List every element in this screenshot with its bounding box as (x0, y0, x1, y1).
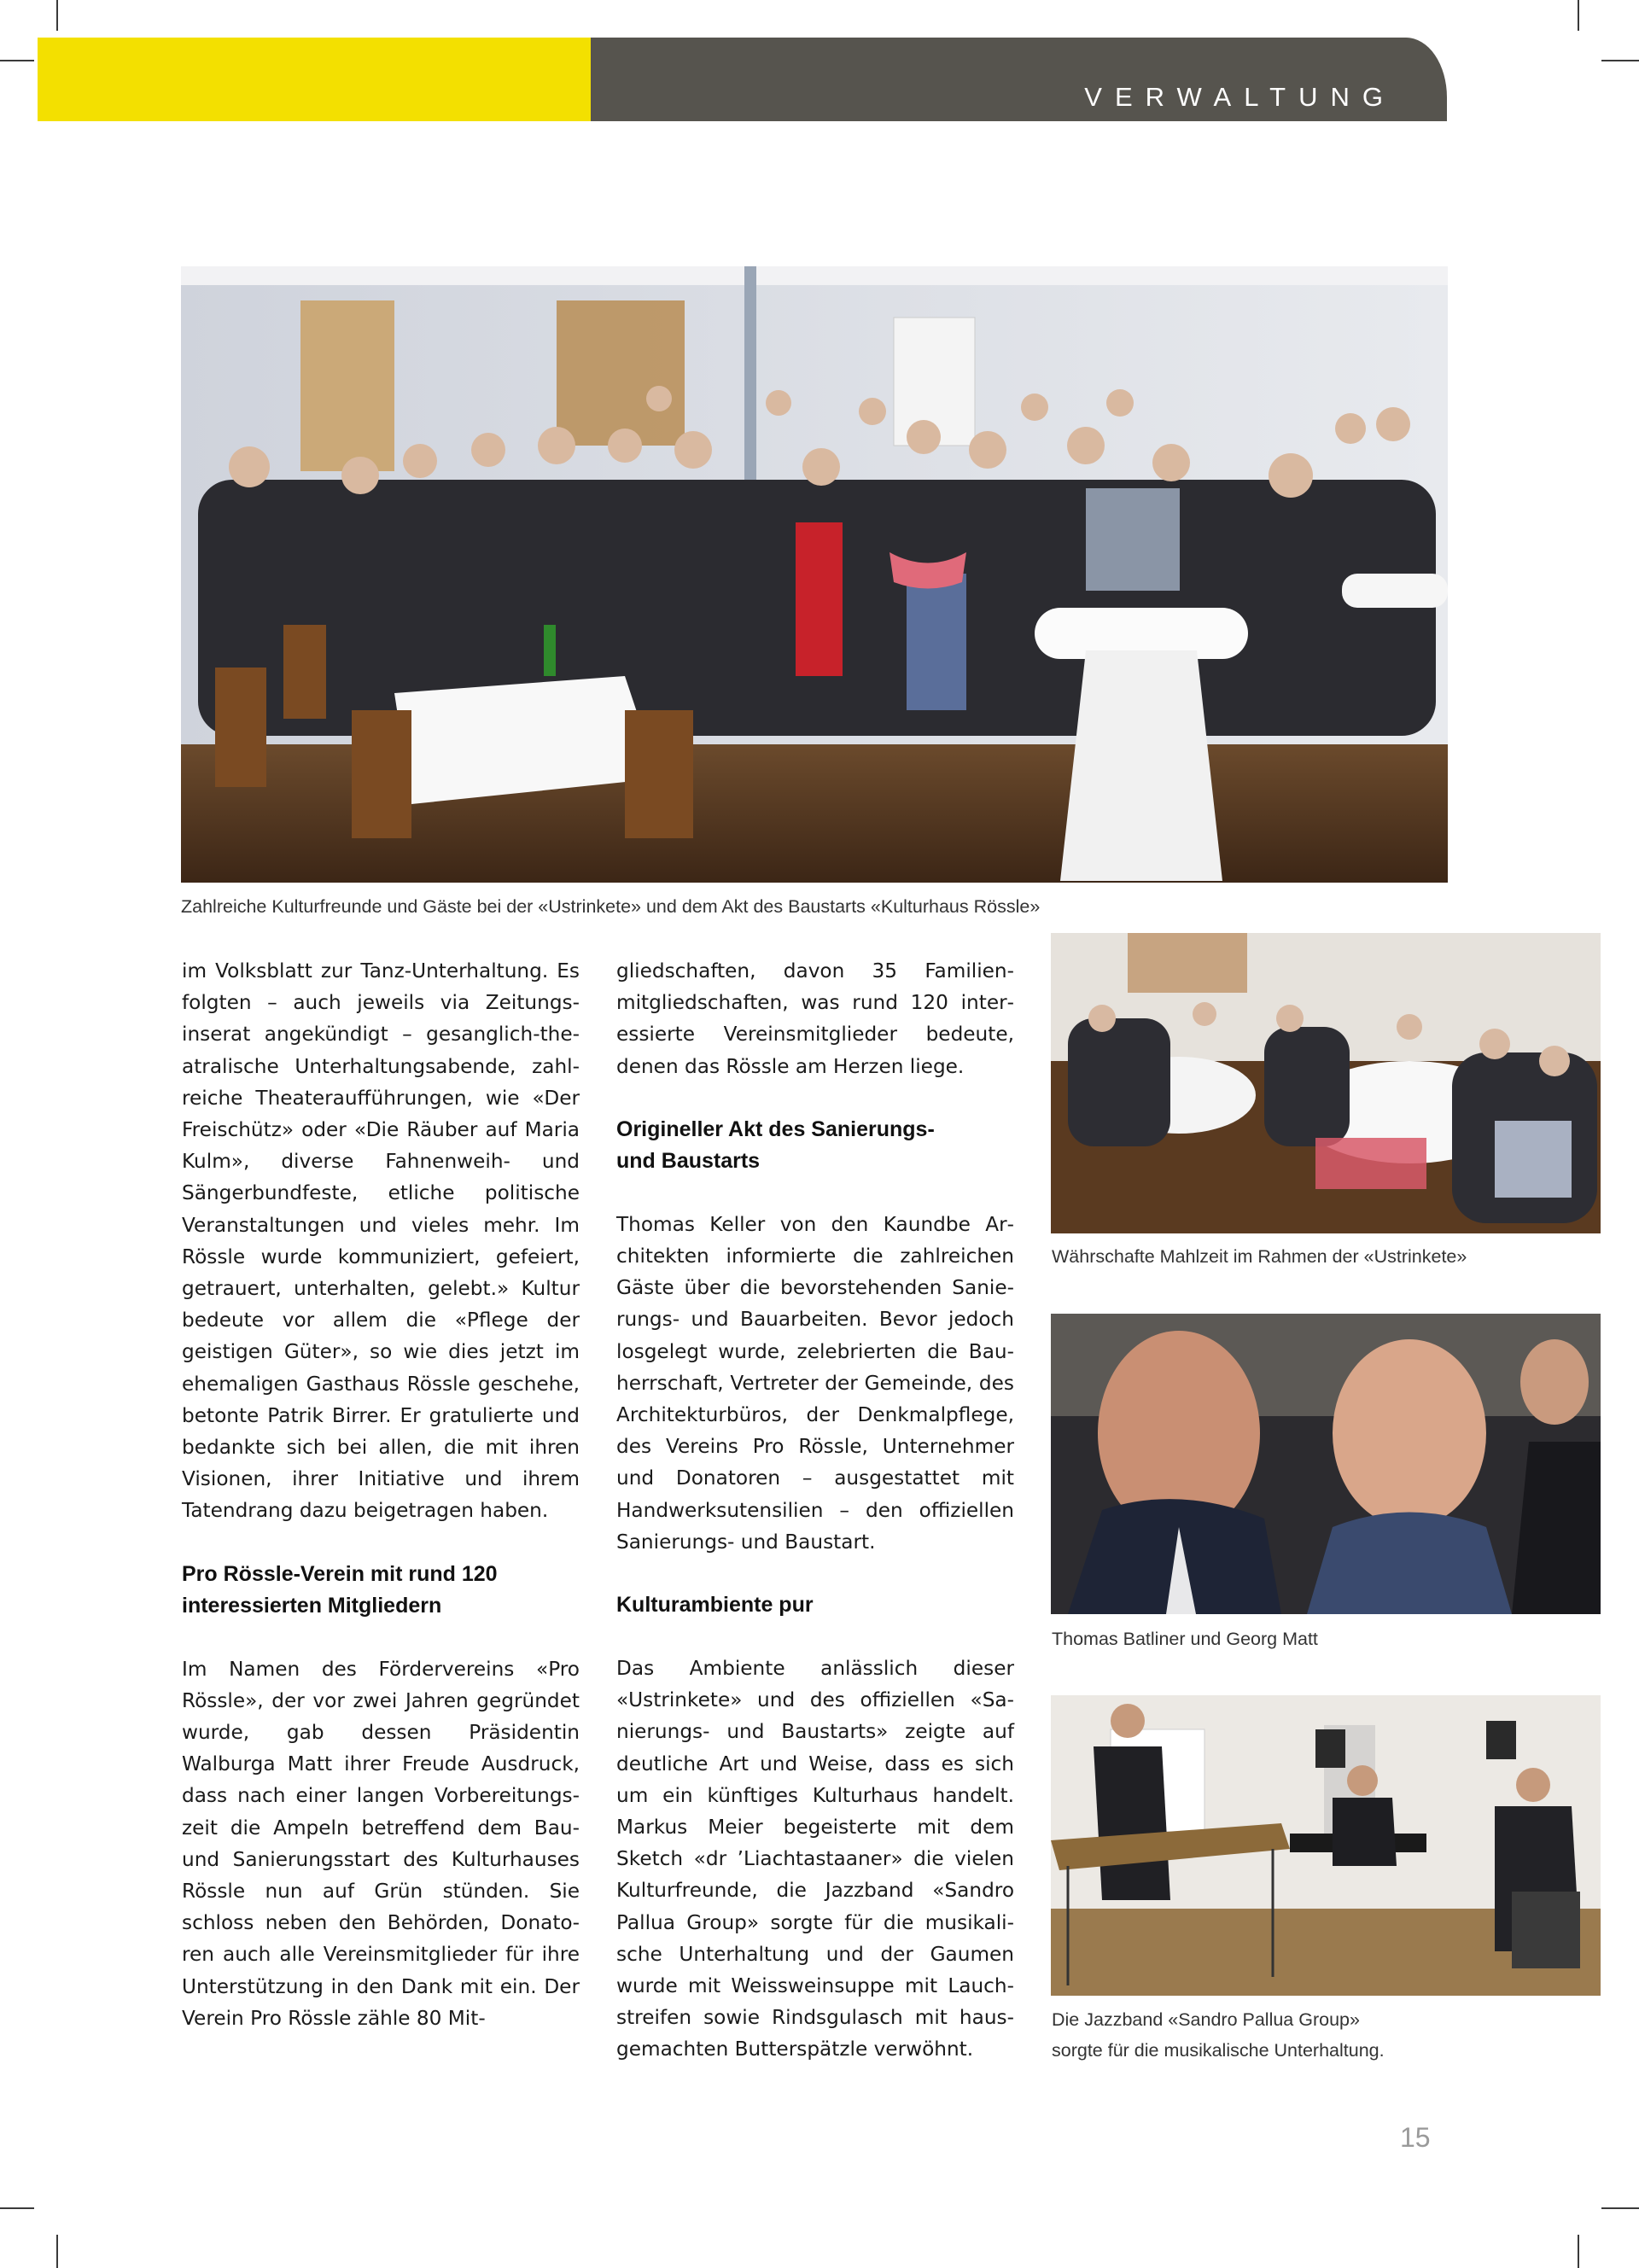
meal-photo-caption: Währschafte Mahlzeit im Rahmen der «Ustrinkete» (1052, 1246, 1467, 1267)
paragraph: Das Ambiente anlässlich dieser «Ustrinkete» und des offiziellen «Sanierungs- und Baustarts» zeigte auf deutliche Art und Weise, dass es sich um ein künftiges Kulturhaus handelt. Markus Meier begeisterte mit dem Sketch «dr ’Liachtastaaner» die vielen Kulturfreunde, die Jazzband «Sandro Pallua Group» sorgte für die musikalische Unterhaltung und der Gaumen wurde mit Weissweinsuppe mit Lauchstreifen sowie Rindsgulasch mit hausgemachten Butterspätzle verwöhnt. (616, 1657, 1014, 2061)
paragraph: Thomas Keller von den Kaundbe Architekten informierte die zahlreichen Gäste über die bevorstehenden Sanierungs- und Bauarbeiten. Bevor jedoch losgelegt wurde, zelebrierten die Bauherrschaft, Vertreter der Gemeinde, des Architekturbüros, der Denkmalpflege, des Vereins Pro Rössle, Unternehmer und Donatoren – ausgestattet mit Handwerksutensilien – den offiziellen Sanierungs- und Baustart. (616, 1212, 1014, 1554)
subheading (616, 1114, 1014, 1177)
text-column-1 (182, 955, 580, 2034)
subheading-line: und Baustarts (616, 1148, 761, 1173)
crop-mark (0, 60, 34, 61)
portrait-photo-caption: Thomas Batliner und Georg Matt (1052, 1629, 1318, 1649)
crop-mark (1578, 0, 1579, 31)
meal-photo (1051, 933, 1601, 1233)
caption-line: sorgte für die musikalische Unterhaltung. (1052, 2040, 1385, 2061)
crop-mark (1601, 2207, 1639, 2209)
crop-mark (0, 2207, 34, 2209)
crop-mark (1578, 2235, 1579, 2268)
portrait-photo (1051, 1314, 1601, 1614)
subheading (182, 1559, 580, 1622)
main-photo-caption: Zahlreiche Kulturfreunde und Gäste bei der «Ustrinkete» und dem Akt des Baustarts «Kulturhaus Rössle» (181, 896, 1041, 917)
paragraph: Im Namen des Fördervereins «Pro Rössle», der vor zwei Jahren gegründet wurde, gab dessen Präsidentin Walburga Matt ihrer Freude Ausdruck, dass nach einer langen Vorbereitungszeit die Ampeln betreffend dem Bau- und Sanierungsstart des Kulturhauses Rössle nun auf Grün stünden. Sie schloss neben den Behörden, Donatoren auch alle Vereinsmitglieder für ihre Unterstützung in den Dank mit ein. Der Verein Pro Rössle zähle 80 Mit- (182, 1657, 580, 2030)
main-event-photo (181, 266, 1448, 883)
paragraph: im Volksblatt zur Tanz-Unterhaltung. Es folgten – auch jeweils via Zeitungsinserat angekündigt – gesanglich-theatralische Unterhaltungsabende, zahlreiche Theateraufführungen, wie «Der Freischütz» oder «Die Räuber auf Maria Kulm», diverse Fahnenweih- und Sängerbundfeste, etliche politische Veranstaltungen und vieles mehr. Im Rössle wurde kommuniziert, gefeiert, getrauert, unterhalten, gelebt.» Kultur bedeute vor allem die «Pflege der geistigen Güter», so wie dies jetzt im ehemaligen Gasthaus Rössle geschehe, betonte Patrik Birrer. Er gratulierte und bedankte sich bei allen, die mit ihren Visionen, ihrer Initiative und ihrem Tatendrang dazu beigetragen haben. (182, 959, 580, 1523)
section-title: VERWALTUNG (1084, 82, 1396, 112)
text-column-2 (616, 955, 1014, 2066)
caption-line: Die Jazzband «Sandro Pallua Group» (1052, 2009, 1360, 2030)
subheading: Kulturambiente pur (616, 1593, 814, 1618)
header-band (591, 38, 1447, 121)
header-accent-bar (38, 38, 591, 121)
crop-mark (56, 0, 58, 31)
page-number: 15 (1400, 2122, 1431, 2153)
crop-mark (1601, 60, 1639, 61)
paragraph: gliedschaften, davon 35 Familienmitgliedschaften, was rund 120 interessierte Vereinsmitglieder bedeute, denen das Rössle am Herzen liege. (616, 959, 1014, 1078)
band-photo (1051, 1695, 1601, 1996)
subheading-line: Origineller Akt des Sanierungs- (616, 1117, 935, 1141)
band-photo-caption (1052, 2004, 1615, 2066)
crop-mark (56, 2235, 58, 2268)
subheading-line: interessierten Mitgliedern (182, 1593, 442, 1618)
subheading-line: Pro Rössle-Verein mit rund 120 (182, 1561, 498, 1586)
